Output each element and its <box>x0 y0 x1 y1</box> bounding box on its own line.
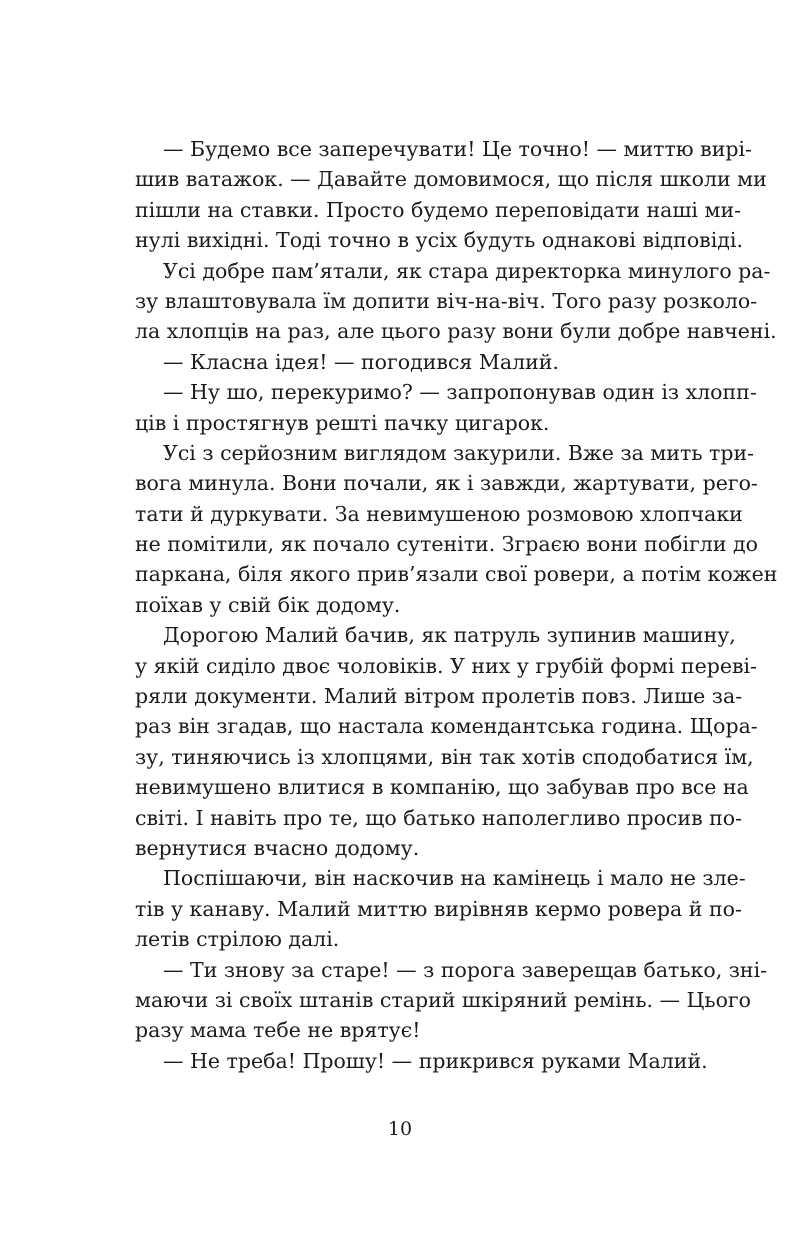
text-line: світі. І навіть про те, що батько наполегливо просив по- <box>135 805 743 830</box>
paragraph <box>135 134 767 256</box>
text-line: ла хлопців на раз, але цього разу вони були добре навчені. <box>135 319 777 344</box>
text-line: — Будемо все заперечувати! Це точно! — миттю вирі- <box>163 137 752 161</box>
text-line: Усі з серйозним виглядом закурили. Вже за мить три- <box>163 440 755 465</box>
text-line: — Ти знову за старе! — з порога заверещав батько, зні- <box>163 957 768 982</box>
body-text <box>135 134 778 1076</box>
text-line: Усі добре пам’ятали, як стара директорка минулого ра- <box>163 258 771 283</box>
paragraph <box>135 347 700 377</box>
text-line: — Класна ідея! — погодився Малий. <box>163 349 559 374</box>
text-line: — Не треба! Прошу! — прикрився руками Малий. <box>163 1048 708 1073</box>
text-line: вернутися вчасно додому. <box>135 835 420 860</box>
text-line: летів стрілою далі. <box>135 927 340 952</box>
text-line: тати й дуркувати. За невимушеною розмовою хлопчаки <box>135 501 743 526</box>
text-line: невимушено влитися в компанію, що забував про все на <box>135 775 749 800</box>
text-line: тів у канаву. Малий миттю вирівняв кермо ровера й по- <box>135 896 742 921</box>
paragraph <box>135 955 768 1046</box>
paragraph <box>135 863 746 954</box>
text-line: Поспішаючи, він наскочив на камінець і мало не зле- <box>163 866 746 891</box>
text-line: раз він згадав, що настала комендантська година. Щора- <box>135 714 758 739</box>
text-line: разу мама тебе не врятує! <box>135 1018 421 1043</box>
text-line: вога минула. Вони почали, як і завжди, жартувати, рего- <box>135 471 758 496</box>
text-line: паркана, біля якого прив’язали свої ровери, а потім кожен <box>135 562 778 587</box>
paragraph <box>135 438 778 620</box>
text-line: зу влаштовувала їм допити віч-на-віч. Того разу розколо- <box>135 288 758 313</box>
text-line: поїхав у свій бік додому. <box>135 592 401 617</box>
text-line: ряли документи. Малий вітром пролетів повз. Лише за- <box>135 684 743 709</box>
paragraph <box>135 256 777 347</box>
paragraph <box>135 1046 708 1076</box>
paragraph <box>135 620 758 863</box>
text-line: зу, тиняючись із хлопцями, він так хотів сподобатися їм, <box>135 744 754 769</box>
text-line: пішли на ставки. Просто будемо переповідати наші ми- <box>135 197 742 222</box>
text-line: нулі вихідні. Тоді точно в усіх будуть однакові відповіді. <box>135 228 743 253</box>
text-line: Дорогою Малий бачив, як патруль зупинив машину, <box>163 623 736 648</box>
text-line: — Ну шо, перекуримо? — запропонував один із хлопп- <box>163 380 757 405</box>
text-line: маючи зі своїх штанів старий шкіряний ремінь. — Цього <box>135 987 751 1012</box>
text-line: шив ватажок. — Давайте домовимося, що після школи ми <box>135 167 767 192</box>
page-number: 10 <box>387 1118 413 1140</box>
text-line: у якій сиділо двоє чоловіків. У них у грубій формі переві- <box>135 653 757 678</box>
text-line: ців і простягнув решті пачку цигарок. <box>135 410 550 435</box>
paragraph <box>135 377 757 438</box>
text-line: не помітили, як почало сутеніти. Зграєю вони побігли до <box>135 532 758 557</box>
